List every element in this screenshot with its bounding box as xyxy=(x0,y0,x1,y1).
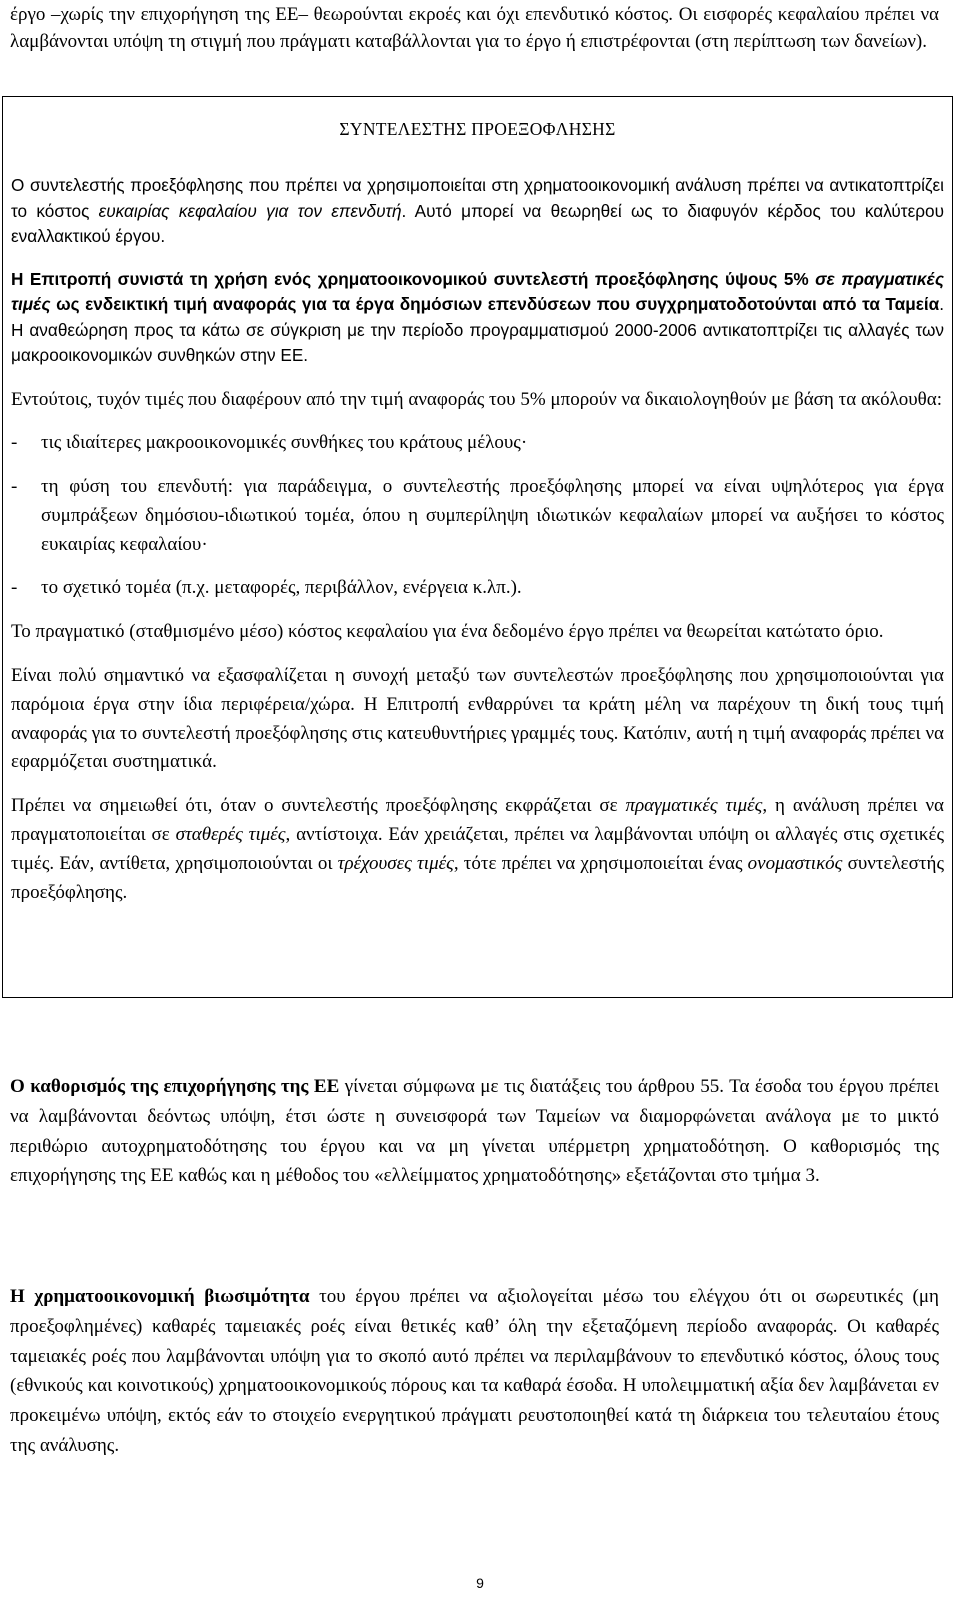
bold-italic-text: σε πραγματικές τιμές xyxy=(11,268,944,314)
text-span: συντελεστής προεξόφλησης. xyxy=(11,852,944,903)
bold-text: Ο καθορισμός της επιχορήγησης της ΕΕ xyxy=(10,1076,340,1097)
box-paragraph-1 xyxy=(11,173,944,250)
text-span: , η ανάλυση πρέπει να πραγματοποιείται σε xyxy=(11,795,944,846)
italic-text: σταθερές τιμές xyxy=(175,824,286,846)
text-span: Ο συντελεστής προεξόφλησης που πρέπει να χρησιμοποιείται στη χρηματοοικονομική ανάλυση πρέπει να αντικατοπτρίζει το κόστος xyxy=(11,175,944,221)
list-item xyxy=(11,429,944,458)
text-span: . Αυτό μπορεί να θεωρηθεί ως το διαφυγόν κέρδος του καλύτερου εναλλακτικού έργου. xyxy=(11,200,944,246)
bold-text: Η Επιτροπή συνιστά τη χρήση ενός χρηματοοικονομικού συντελεστή προεξόφλησης ύψους 5% xyxy=(11,268,816,289)
box-paragraph-4: Το πραγματικό (σταθμισμένο μέσο) κόστος κεφαλαίου για ένα δεδομένο έργο πρέπει να θεωρείται κατώτατο όριο. xyxy=(11,621,884,643)
bold-text: Η χρηματοοικονομική βιωσιμότητα xyxy=(10,1286,310,1307)
box-body xyxy=(11,173,944,922)
list-item-text: τις ιδιαίτερες μακροοικονομικές συνθήκες του κράτους μέλους· xyxy=(41,432,528,454)
text-span: , τότε πρέπει να χρησιμοποιείται ένας xyxy=(453,852,748,874)
box-paragraph-3: Εντούτοις, τυχόν τιμές που διαφέρουν από την τιμή αναφοράς του 5% μπορούν να δικαιολογηθούν με βάση τα ακόλουθα: xyxy=(11,388,943,410)
text-span: . Η αναθεώρηση προς τα κάτω σε σύγκριση με την περίοδο προγραμματισμού 2000-2006 αντικατοπτρίζει τις αλλαγές των μακροοικονομικών συνθηκών στην ΕΕ. xyxy=(11,294,944,365)
eu-grant-paragraph xyxy=(10,1072,939,1191)
box-title: ΣΥΝΤΕΛΕΣΤΗΣ ΠΡΟΕΞΟΦΛΗΣΗΣ xyxy=(339,119,616,139)
dash-marker: - xyxy=(11,476,18,498)
box-paragraph-6 xyxy=(11,792,944,907)
italic-text: τρέχουσες τιμές xyxy=(337,852,454,874)
financial-sustainability-paragraph xyxy=(10,1282,939,1461)
italic-text: ονομαστικός xyxy=(747,852,843,874)
text-span: γίνεται σύμφωνα με τις διατάξεις του άρθρου 55. Τα έσοδα του έργου πρέπει να λαμβάνονται δεόντως υπόψη, έτσι ώστε η συνεισφορά των Ταμείων να διαμορφώνεται ανάλογα με το μικτό περιθώριο αυτοχρηματοδότησης του έργου και να μη γίνεται υπέρμετρη χρηματοδότηση. Ο καθορισμός της επιχορήγησης της ΕΕ καθώς και η μέθοδος του «ελλείμματος χρηματοδότησης» εξετάζονται στο τμήμα 3. xyxy=(10,1076,939,1187)
text-span: του έργου πρέπει να αξιολογείται μέσω του ελέγχου ότι οι σωρευτικές (μη προεξοφλημένες) καθαρές ταμειακές ροές είναι θετικές καθ’ όλη την εξεταζόμενη περίοδο αναφοράς. Οι καθαρές ταμειακές ροές που λαμβάνονται υπόψη για το σκοπό αυτό πρέπει να περιλαμβάνουν το επενδυτικό κόστος, όλους τους (εθνικούς και κοινοτικούς) χρηματοοικονομικούς πόρους και τα καθαρά έσοδα. Η υπολειμματική αξία δεν λαμβάνεται εν προκειμένω υπόψη, εκτός εάν το στοιχείο ενεργητικού πράγματι ρευστοποιηθεί κατά τη διάρκεια του τελευταίου έτους της ανάλυσης. xyxy=(10,1286,939,1456)
box-paragraph-5: Είναι πολύ σημαντικό να εξασφαλίζεται η συνοχή μεταξύ των συντελεστών προεξόφλησης που χρησιμοποιούνται για παρόμοια έργα στην ίδια περιφέρεια/χώρα. Η Επιτροπή ενθαρρύνει τα κράτη μέλη να παρέχουν τη δική τους τιμή αναφοράς για το συντελεστή προεξόφλησης στις κατευθυντήριες γραμμές τους. Κατόπιν, αυτή η τιμή αναφοράς πρέπει να εφαρμόζεται συστηματικά. xyxy=(11,665,944,773)
list-item-text: το σχετικό τομέα (π.χ. μεταφορές, περιβάλλον, ενέργεια κ.λπ.). xyxy=(41,577,522,599)
italic-text: ευκαιρίας κεφαλαίου για τον επενδυτή xyxy=(98,200,402,221)
list-item xyxy=(11,574,944,603)
box-paragraph-2 xyxy=(11,267,944,369)
page-number: 9 xyxy=(476,1575,484,1591)
list-item xyxy=(11,473,944,559)
text-span: , αντίστοιχα. Εάν χρειάζεται, πρέπει να λαμβάνονται υπόψη οι αλλαγές στις σχετικές τιμές. Εάν, αντίθετα, χρησιμοποιούνται οι xyxy=(11,824,945,874)
list-item-text: τη φύση του επενδυτή: για παράδειγμα, ο συντελεστής προεξόφλησης μπορεί να είναι υψηλότερος για έργα συμπράξεων δημόσιου-ιδιωτικού τομέα, όπου η συμπερίληψη ιδιωτικών κεφαλαίων μπορεί να αυξήσει το κόστος ευκαιρίας κεφαλαίου· xyxy=(41,476,944,555)
bold-text: ως ενδεικτική τιμή αναφοράς για τα έργα δημόσιων επενδύσεων που συγχρηματοδοτούνται από τα Ταμεία xyxy=(50,294,940,314)
dash-marker: - xyxy=(11,432,18,454)
text-span: Πρέπει να σημειωθεί ότι, όταν ο συντελεστής προεξόφλησης εκφράζεται σε xyxy=(11,795,626,817)
dash-marker: - xyxy=(11,577,18,599)
top-paragraph: έργο –χωρίς την επιχορήγηση της ΕΕ– θεωρούνται εκροές και όχι επενδυτικό κόστος. Οι εισφορές κεφαλαίου πρέπει να λαμβάνονται υπόψη τη στιγμή που πράγματι καταβάλλονται για το έργο ή επιστρέφονται (στη περίπτωση των δανείων). xyxy=(10,4,939,52)
italic-text: πραγματικές τιμές xyxy=(625,795,763,817)
discount-rate-box xyxy=(2,96,953,998)
